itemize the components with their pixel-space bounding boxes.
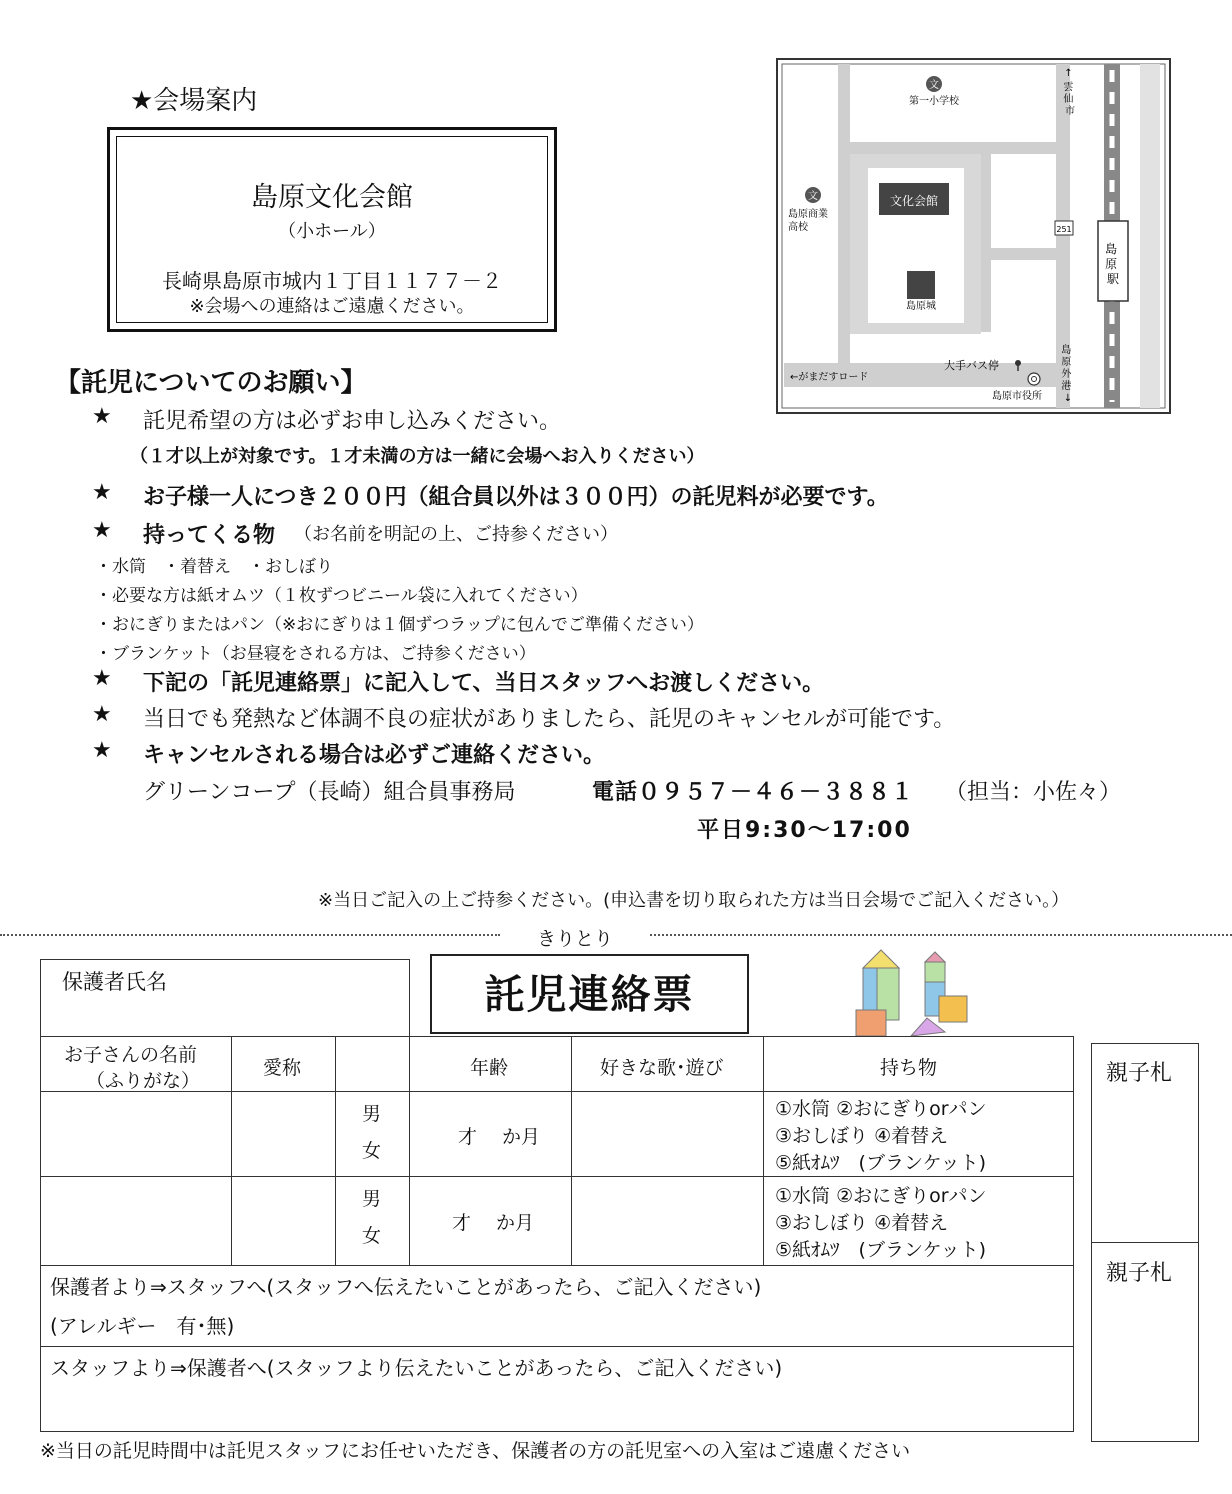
request-item-2: お子様一人につき２００円（組合員以外は３００円）の託児料が必要です。 bbox=[143, 485, 889, 510]
parent-child-tag-label: 親子札 bbox=[1106, 1261, 1173, 1286]
map-station-label: 島 原 駅 bbox=[1105, 242, 1120, 286]
parent-child-tag-label: 親子札 bbox=[1106, 1061, 1173, 1086]
bottom-note: ※当日の託児時間中は託児スタッフにお任せいただき、保護者の方の託児室への入室はご遠慮ください bbox=[40, 1440, 911, 1462]
request-item-5: 当日でも発熱など体調不良の症状がありましたら、託児のキャンセルが可能です。 bbox=[143, 707, 956, 732]
map-castle-label: 島原城 bbox=[906, 301, 936, 312]
bring-item: ・水筒 ・着替え ・おしぼり bbox=[95, 557, 333, 577]
city-hall-icon bbox=[1028, 373, 1040, 385]
bring-item: ・必要な方は紙オムツ（１枚ずつビニール袋に入れてください） bbox=[95, 586, 588, 606]
staff-message-label: スタッフより⇒保護者へ(スタッフより伝えたいことがあったら、ご記入ください) bbox=[50, 1356, 783, 1380]
request-item-1-note: （１才以上が対象です。１才未満の方は一緒に会場へお入りください） bbox=[130, 446, 705, 467]
request-item-6: キャンセルされる場合は必ずご連絡ください。 bbox=[143, 743, 606, 768]
allergy-label: (アレルギー 有･無) bbox=[50, 1314, 235, 1338]
map-route-label: 251 bbox=[1056, 225, 1072, 234]
svg-text:高校: 高校 bbox=[788, 222, 808, 233]
gender-male-option[interactable]: 男 bbox=[362, 1188, 382, 1210]
header-favorite-label: 好きな歌･遊び bbox=[600, 1057, 724, 1079]
bring-item: ・おにぎりまたはパン（※おにぎりは１個ずつラップに包んでご準備ください） bbox=[95, 615, 704, 635]
request-item-3-note: （お名前を明記の上、ご持参ください） bbox=[294, 524, 618, 545]
map-school-label: 第一小学校 bbox=[909, 96, 959, 107]
header-age-label: 年齢 bbox=[470, 1057, 509, 1079]
header-belongings-label: 持ち物 bbox=[880, 1057, 938, 1079]
belongings-item: ③おしぼり ④着替え bbox=[775, 1125, 949, 1147]
header-furigana-label: （ふりがな） bbox=[86, 1070, 201, 1092]
nickname-field[interactable] bbox=[231, 1091, 336, 1177]
contact-person: （担当：小佐々） bbox=[945, 780, 1122, 805]
belongings-item: ⑤紙ｵﾑﾂ (ブランケット) bbox=[775, 1239, 987, 1261]
star-bullet: ★ bbox=[92, 666, 112, 691]
map-castle-block bbox=[907, 271, 935, 299]
requests-heading: 【託児についてのお願い】 bbox=[55, 368, 367, 398]
child-name-field[interactable] bbox=[40, 1176, 232, 1266]
venue-sub: （小ホール） bbox=[278, 221, 386, 242]
cut-line bbox=[0, 934, 500, 936]
star-bullet: ★ bbox=[92, 702, 112, 727]
form-title: 託児連絡票 bbox=[430, 954, 749, 1034]
gender-female-option[interactable]: 女 bbox=[362, 1225, 382, 1247]
star-bullet: ★ bbox=[92, 518, 112, 543]
map-unzen-label: ↑ 雲 仙 市 bbox=[1063, 68, 1075, 117]
request-item-3: 持ってくる物 bbox=[143, 523, 276, 548]
venue-name: 島原文化会館 bbox=[251, 182, 413, 213]
map-road bbox=[981, 248, 1059, 260]
belongings-item: ①水筒 ②おにぎりorパン bbox=[775, 1185, 987, 1207]
favorite-field[interactable] bbox=[571, 1176, 764, 1266]
venue-note: ※会場への連絡はご遠慮ください。 bbox=[189, 296, 475, 317]
venue-address: 長崎県島原市城内１丁目１１７７－２ bbox=[162, 269, 502, 293]
pre-cut-note: ※当日ご記入の上ご持参ください。(申込書を切り取られた方は当日会場でご記入ください。） bbox=[318, 890, 1070, 911]
nickname-field[interactable] bbox=[231, 1176, 336, 1266]
belongings-item: ⑤紙ｵﾑﾂ (ブランケット) bbox=[775, 1152, 987, 1174]
header-nickname-label: 愛称 bbox=[263, 1057, 302, 1079]
request-item-4: 下記の「託児連絡票」に記入して、当日スタッフへお渡しください。 bbox=[143, 671, 825, 696]
bring-item: ・ブランケット（お昼寝をされる方は、ご持参ください） bbox=[95, 644, 536, 664]
cut-label: きりとり bbox=[537, 928, 614, 950]
contact-hours: 平日9:30～17:00 bbox=[697, 818, 912, 843]
map-road bbox=[838, 142, 1058, 154]
map-bus-stop-label: 大手バス停 bbox=[944, 359, 999, 372]
belongings-item: ①水筒 ②おにぎりorパン bbox=[775, 1098, 987, 1120]
map-road-label: ←がまだすロード bbox=[790, 372, 869, 383]
toy-blocks-icon bbox=[853, 948, 978, 1040]
star-bullet: ★ bbox=[92, 738, 112, 763]
venue-map bbox=[776, 58, 1171, 414]
svg-text:文: 文 bbox=[929, 80, 939, 91]
gender-female-option[interactable]: 女 bbox=[362, 1140, 382, 1162]
age-label: 才 か月 bbox=[452, 1212, 535, 1234]
map-outer-port-label: 島 原 外 港 ↓ bbox=[1061, 345, 1073, 404]
map-commercial-high-label: 島原商業 bbox=[788, 209, 828, 220]
venue-heading: ★会場案内 bbox=[130, 86, 258, 116]
contact-phone: 電話０９５７－４６－３８８１ bbox=[592, 780, 915, 805]
star-bullet: ★ bbox=[92, 480, 112, 505]
map-city-hall-label: 島原市役所 bbox=[992, 391, 1042, 402]
guardian-name-label: 保護者氏名 bbox=[62, 970, 167, 994]
request-item-1: 託児希望の方は必ずお申し込みください。 bbox=[143, 409, 562, 434]
gender-male-option[interactable]: 男 bbox=[362, 1103, 382, 1125]
belongings-item: ③おしぼり ④着替え bbox=[775, 1212, 949, 1234]
map-road bbox=[981, 142, 991, 332]
age-label: 才 か月 bbox=[458, 1126, 541, 1148]
venue-box bbox=[107, 127, 557, 332]
map-hall-label: 文化会館 bbox=[889, 194, 939, 208]
header-gender bbox=[335, 1036, 410, 1092]
contact-org: グリーンコープ（長崎）組合員事務局 bbox=[143, 780, 516, 805]
map-road bbox=[838, 64, 850, 364]
favorite-field[interactable] bbox=[571, 1091, 764, 1177]
cut-line bbox=[650, 934, 1232, 936]
guardian-message-label: 保護者より⇒スタッフへ(スタッフへ伝えたいことがあったら、ご記入ください) bbox=[50, 1275, 762, 1299]
svg-text:文: 文 bbox=[808, 191, 818, 202]
star-bullet: ★ bbox=[92, 404, 112, 429]
child-name-field[interactable] bbox=[40, 1091, 232, 1177]
header-child-name-label: お子さんの名前 bbox=[64, 1044, 198, 1066]
